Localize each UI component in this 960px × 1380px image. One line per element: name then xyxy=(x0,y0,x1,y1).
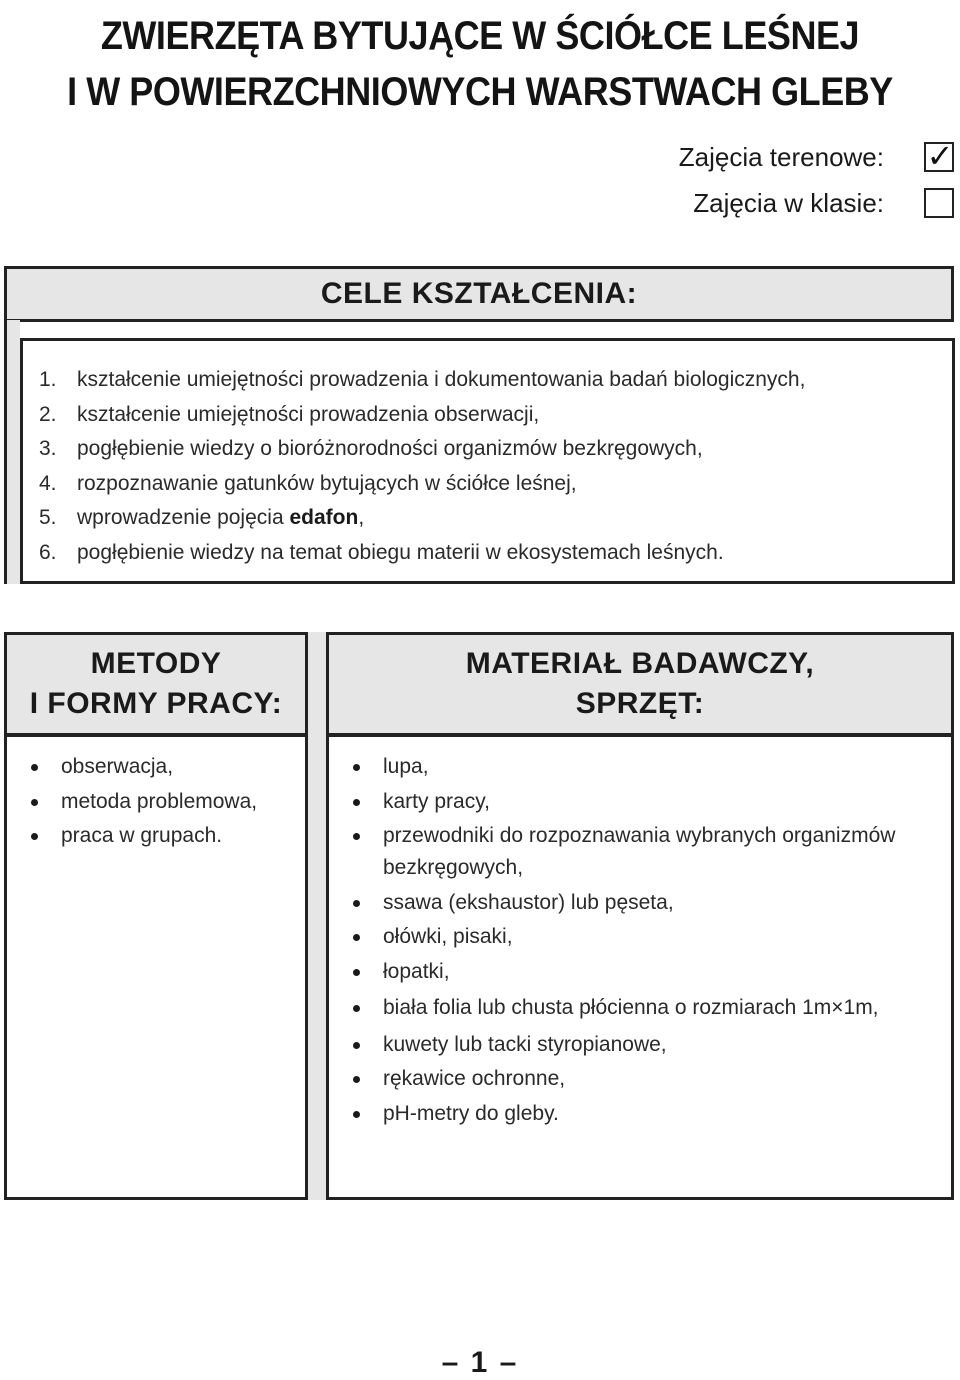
page-number: – 1 – xyxy=(441,1346,519,1379)
lesson-type-group xyxy=(624,134,954,226)
list-item: ssawa (ekshaustor) lub pęseta, xyxy=(351,887,931,919)
list-item: biała folia lub chusta płócienna o rozmiarach 1m×1m, xyxy=(351,990,931,1026)
cele-list xyxy=(39,363,805,570)
list-item: pH-metry do gleby. xyxy=(351,1098,931,1130)
list-item: obserwacja, xyxy=(29,751,257,783)
page-title xyxy=(48,8,912,120)
list-item: karty pracy, xyxy=(351,786,931,818)
metody-heading-line-1: METODY xyxy=(90,647,222,680)
field-lesson-row xyxy=(624,134,954,180)
class-lesson-row xyxy=(624,180,954,226)
list-item: praca w grupach. xyxy=(29,820,257,852)
list-item: 1. kształcenie umiejętności prowadzenia i dokumentowania badań biologicznych, xyxy=(39,368,806,391)
list-item: kuwety lub tacki styropianowe, xyxy=(351,1029,931,1061)
class-lesson-checkbox[interactable] xyxy=(924,188,954,218)
material-list xyxy=(351,751,931,1132)
cele-header xyxy=(4,266,954,322)
list-item: metoda problemowa, xyxy=(29,786,257,818)
list-item: rękawice ochronne, xyxy=(351,1063,931,1095)
metody-body xyxy=(4,734,308,1200)
metody-heading-line-2: I FORMY PRACY: xyxy=(29,687,283,720)
title-line-2: I W POWIERZCHNIOWYCH WARSTWACH GLEBY xyxy=(67,70,893,114)
metody-list xyxy=(29,751,257,855)
list-item: łopatki, xyxy=(351,956,931,988)
column-gutter xyxy=(308,632,326,1200)
metody-header xyxy=(4,632,308,736)
list-item: 4. rozpoznawanie gatunków bytujących w ściółce leśnej, xyxy=(39,471,577,495)
check-icon: ✓ xyxy=(926,137,954,175)
list-item: lupa, xyxy=(351,751,931,783)
list-item: 5. wprowadzenie pojęcia edafon, xyxy=(39,506,365,529)
material-body xyxy=(326,734,954,1200)
field-lesson-label: Zajęcia terenowe: xyxy=(678,141,884,172)
list-item: przewodniki do rozpoznawania wybranych organizmów bezkręgowych, xyxy=(351,820,931,884)
class-lesson-label: Zajęcia w klasie: xyxy=(693,187,884,218)
cele-heading: CELE KSZTAŁCENIA: xyxy=(320,277,638,310)
list-item: 6. pogłębienie wiedzy na temat obiegu materii w ekosystemach leśnych. xyxy=(39,540,724,564)
cele-body xyxy=(20,338,955,584)
material-heading-line-1: MATERIAŁ BADAWCZY, xyxy=(465,647,815,680)
material-heading-line-2: SPRZĘT: xyxy=(575,687,705,720)
list-item: 3. pogłębienie wiedzy o bioróżnorodności organizmów bezkręgowych, xyxy=(39,437,703,460)
list-item: ołówki, pisaki, xyxy=(351,921,931,953)
cele-side-bar xyxy=(4,320,20,584)
material-header xyxy=(326,632,954,736)
title-line-1: ZWIERZĘTA BYTUJĄCE W ŚCIÓŁCE LEŚNEJ xyxy=(100,14,860,58)
list-item: 2. kształcenie umiejętności prowadzenia obserwacji, xyxy=(39,402,540,426)
edafon-term: edafon xyxy=(289,506,359,529)
field-lesson-checkbox[interactable] xyxy=(924,137,954,175)
